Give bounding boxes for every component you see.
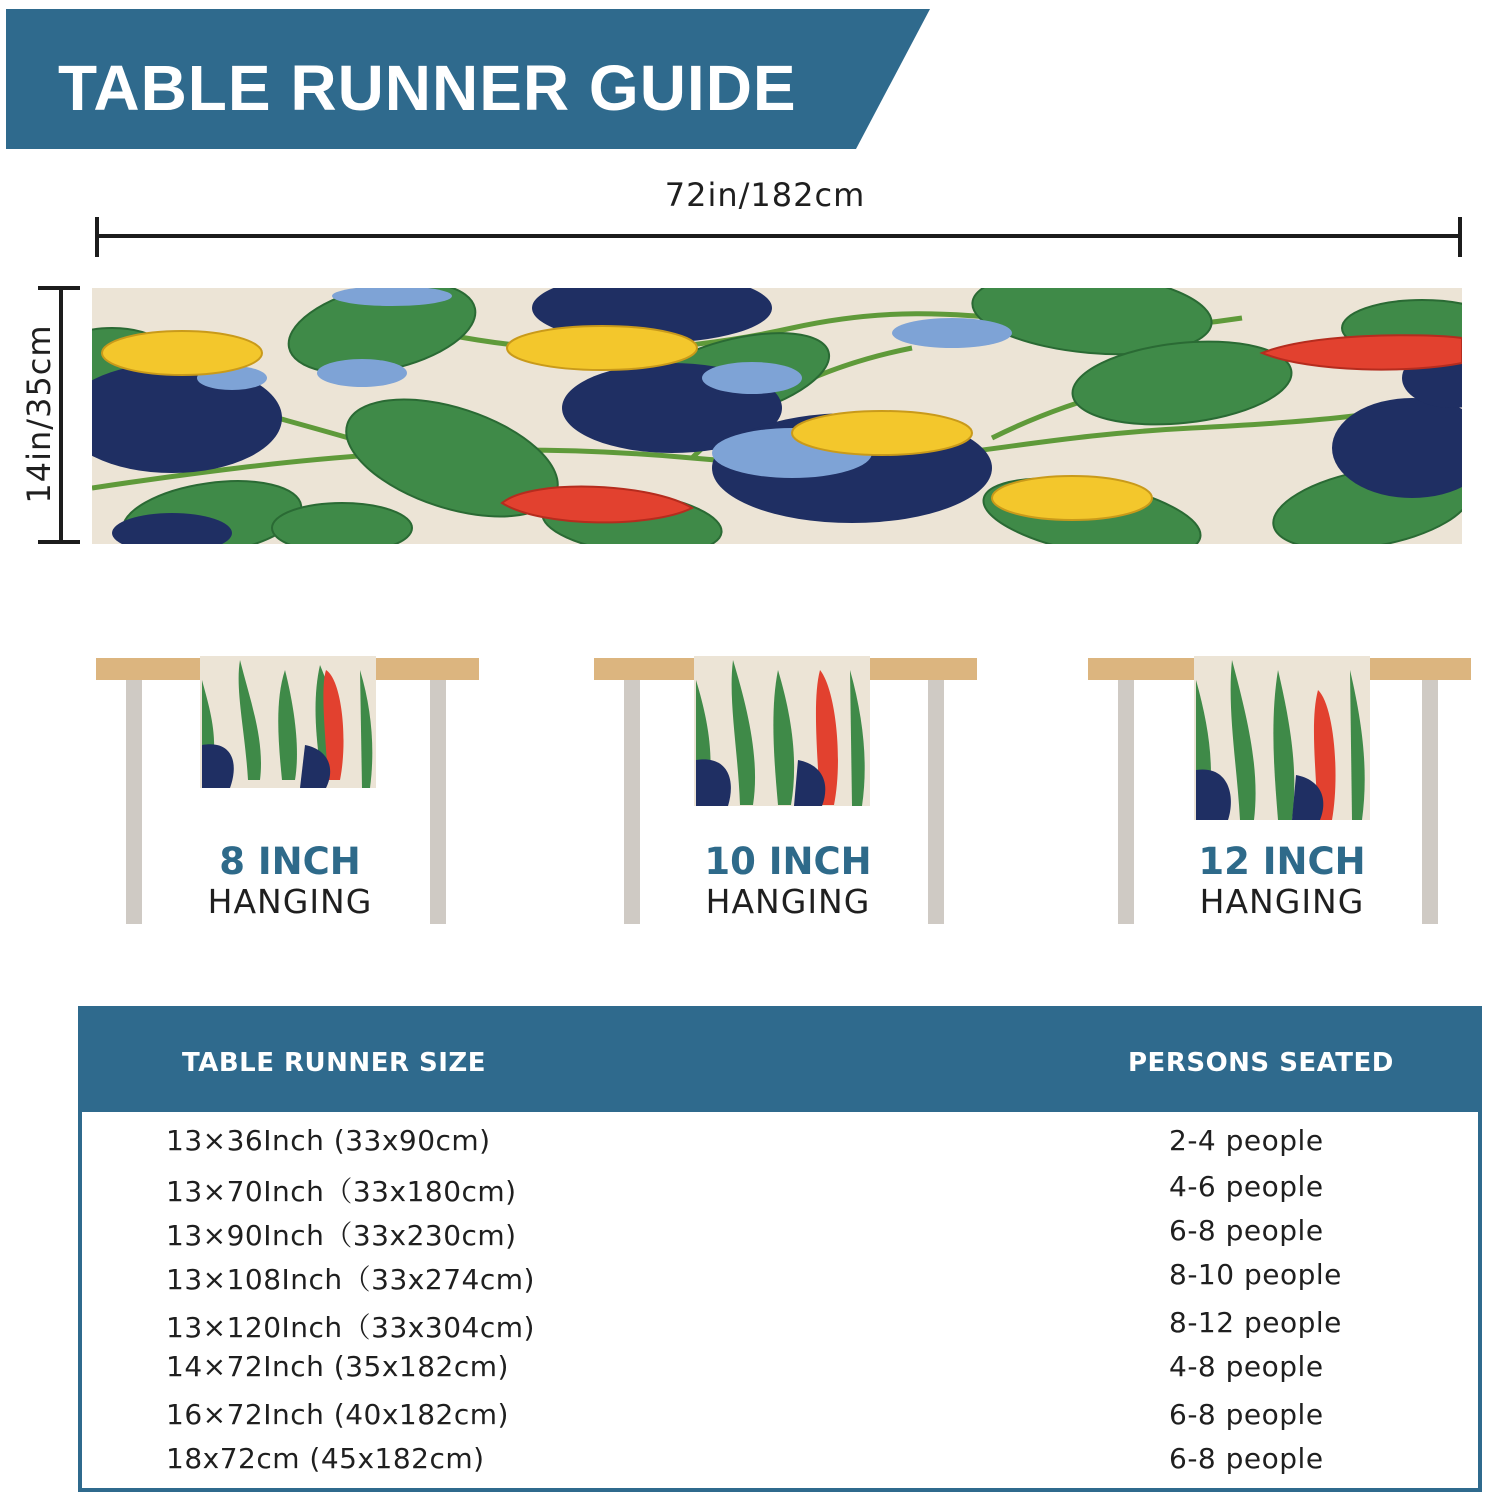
persons-cell: 4-6 people [1169,1170,1324,1203]
hanging-size-label: 12 INCH [1198,840,1366,883]
width-dimension-line [96,234,1462,238]
runner-size-cell: 16×72Inch (40x182cm) [166,1398,509,1431]
size-table [78,1006,1482,1492]
width-dimension-cap-left [95,217,99,257]
persons-cell: 8-12 people [1169,1306,1342,1339]
table-row [82,1306,1478,1350]
hanging-8-inch [90,650,490,940]
title-banner [6,9,930,149]
persons-cell: 2-4 people [1169,1124,1324,1157]
table-header [82,1010,1478,1112]
table-row [82,1442,1478,1486]
runner-size-cell: 18x72cm (45x182cm) [166,1442,485,1475]
table-row [82,1350,1478,1394]
height-dimension-cap-top [38,286,80,290]
runner-size-cell: 13×120Inch（33x304cm) [166,1311,535,1344]
hanging-12-inch [1082,650,1482,940]
height-dimension-cap-bottom [38,540,80,544]
page-title: TABLE RUNNER GUIDE [58,52,797,124]
header-persons-seated: PERSONS SEATED [1128,1048,1394,1078]
hanging-word-label: HANGING [1199,882,1365,921]
hanging-word-label: HANGING [705,882,871,921]
runner-size-cell: 13×90Inch（33x230cm) [166,1219,517,1252]
runner-size-cell: 14×72Inch (35x182cm) [166,1350,509,1383]
persons-cell: 6-8 people [1169,1442,1324,1475]
table-row [82,1258,1478,1302]
hanging-10-inch [588,650,988,940]
height-dimension-label: 14in/35cm [20,324,58,504]
table-row [82,1170,1478,1214]
persons-cell: 6-8 people [1169,1398,1324,1431]
table-row [82,1398,1478,1442]
hanging-size-label: 10 INCH [704,840,872,883]
header-runner-size: TABLE RUNNER SIZE [182,1048,487,1078]
persons-cell: 8-10 people [1169,1258,1342,1291]
width-dimension-label: 72in/182cm [664,176,866,214]
runner-size-cell: 13×108Inch（33x274cm) [166,1263,535,1296]
persons-cell: 4-8 people [1169,1350,1324,1383]
table-runner-image [92,288,1462,544]
hanging-word-label: HANGING [207,882,373,921]
runner-size-cell: 13×36Inch (33x90cm) [166,1124,491,1157]
runner-size-cell: 13×70Inch（33x180cm) [166,1175,517,1208]
table-row [82,1214,1478,1258]
height-dimension-line [59,288,63,544]
hanging-size-label: 8 INCH [219,840,361,883]
table-row [82,1124,1478,1168]
persons-cell: 6-8 people [1169,1214,1324,1247]
width-dimension-cap-right [1458,217,1462,257]
